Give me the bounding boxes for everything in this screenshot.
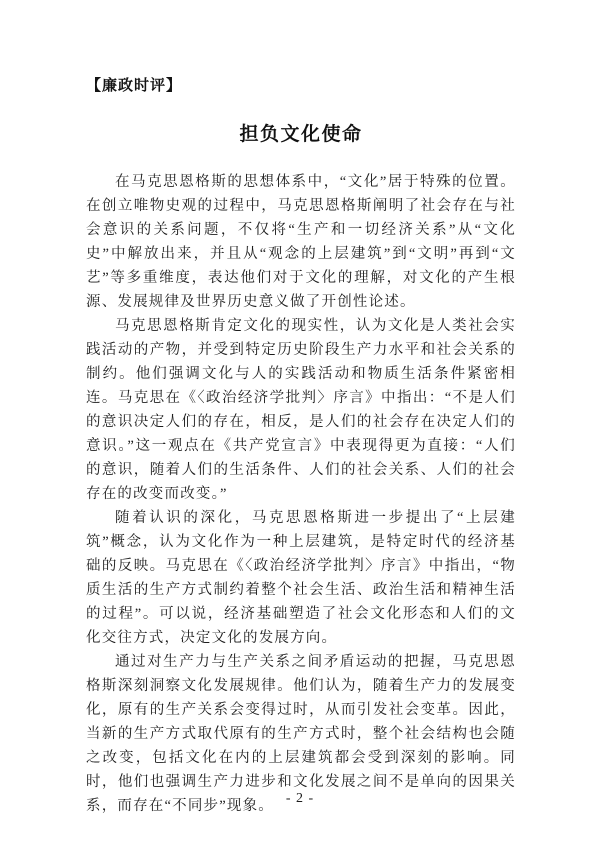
- section-tag: 【廉政时评】: [86, 78, 183, 94]
- paragraph-4: 通过对生产力与生产关系之间矛盾运动的把握，马克思恩格斯深刻洞察文化发展规律。他们认为，随着生产力的发展变化，原有的生产关系会变得过时，从而引发社会变革。因此，当新的生产方式取代原有的生产方式时，整个社会结构也会随之改变，包括文化在内的上层建筑都会受到深刻的影响。同时，他们也强调生产力进步和文化发展之间不是单向的因果关系，而存在“不同步”现象。: [86, 654, 516, 814]
- document-body: [86, 170, 516, 818]
- page-number: - 2 -: [285, 791, 315, 806]
- paragraph-1: 在马克思恩格斯的思想体系中，“文化”居于特殊的位置。在创立唯物史观的过程中，马克思恩格斯阐明了社会存在与社会意识的关系问题，不仅将“生产和一切经济关系”从“文化史”中解放出来，并且从“观念的上层建筑”到“文明”再到“文艺”等多重维度，表达他们对于文化的理解，对文化的产生根源、发展规律及世界历史意义做了开创性论述。: [86, 174, 516, 310]
- document-title: 担负文化使命: [239, 124, 363, 145]
- paragraph-3: 随着认识的深化，马克思恩格斯进一步提出了“上层建筑”概念，认为文化作为一种上层建筑，是特定时代的经济基础的反映。马克思在《〈政治经济学批判〉序言》中指出，“物质生活的生产方式制约着整个社会生活、政治生活和精神生活的过程”。可以说，经济基础塑造了社会文化形态和人们的文化交往方式，决定文化的发展方向。: [86, 510, 516, 646]
- paragraph-2: 马克思恩格斯肯定文化的现实性，认为文化是人类社会实践活动的产物，并受到特定历史阶段生产力水平和社会关系的制约。他们强调文化与人的实践活动和物质生活条件紧密相连。马克思在《〈政治经济学批判〉序言》中指出：“不是人们的意识决定人们的存在，相反，是人们的社会存在决定人们的意识。”这一观点在《共产党宣言》中表现得更为直接：“人们的意识，随着人们的生活条件、人们的社会关系、人们的社会存在的改变而改变。”: [86, 318, 516, 502]
